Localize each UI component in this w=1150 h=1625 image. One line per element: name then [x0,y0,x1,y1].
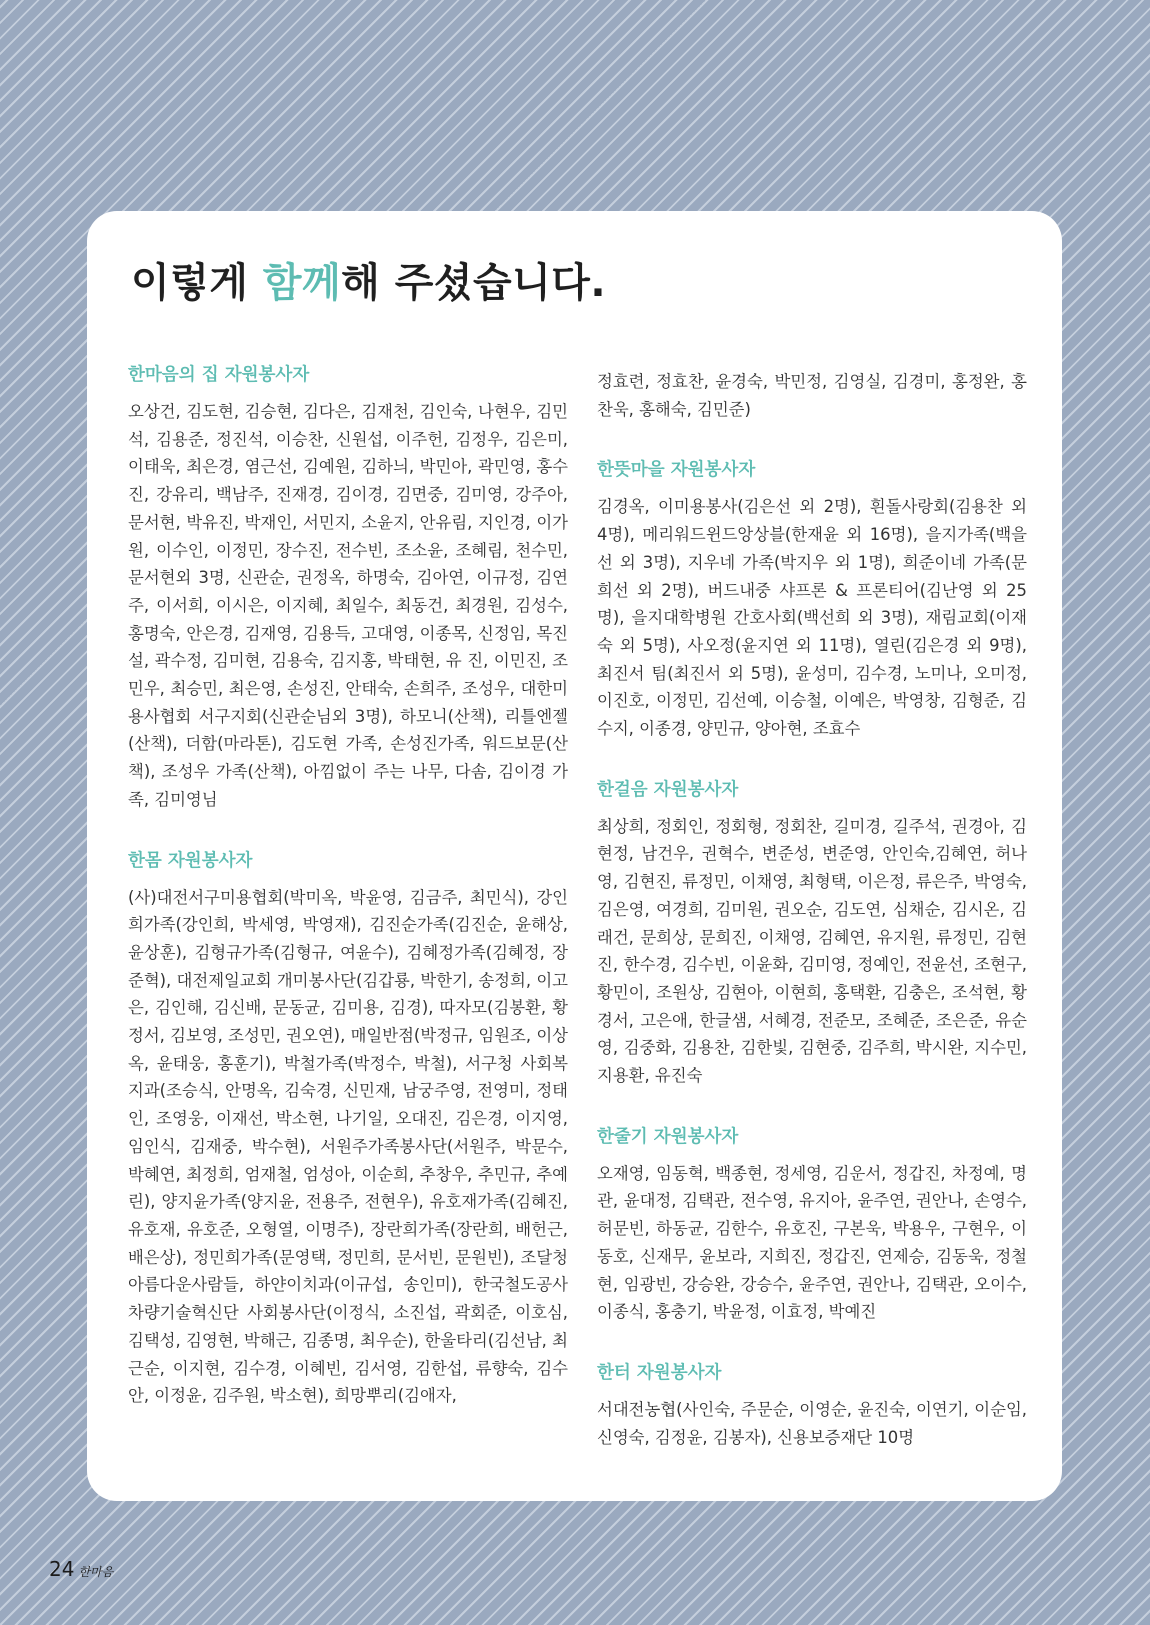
volunteer-names: (사)대전서구미용협회(박미옥, 박윤영, 김금주, 최민식), 강인희가족(강인희, 박세영, 박영재), 김진순가족(김진순, 윤해상, 윤상훈), 김형규가족(김형규, 여윤수), 김혜정가족(김혜정, 장준혁), 대전제일교회 개미봉사단(김갑룡, 박한기, 송정희, 이고은, 김인해, 김신배, 문동균, 김미용, 김경), 따자모(김봉환, 황정서, 김보영, 조성민, 권오연), 매일반점(박정규, 임원조, 이상옥, 윤태웅, 홍훈기), 박철가족(박정수, 박철), 서구청 사회복지과(조승식, 안명옥, 김숙경, 신민재, 남궁주영, 전영미, 정태인, 조영웅, 이재선, 박소현, 나기일, 오대진, 김은경, 이지영, 임인식, 김재중, 박수현), 서원주가족봉사단(서원주, 박문수, 박혜연, 최정희, 엄재철, 엄성아, 이순희, 추창우, 추민규, 추예린), 양지윤가족(양지윤, 전용주, 전현우), 유호재가족(김혜진, 유호재, 유호준, 오형열, 이명주), 장란희가족(장란희, 배헌근, 배은상), 정민희가족(문영택, 정민희, 문서빈, 문원빈), 조달청 아름다운사람들, 하얀이치과(이규섭, 송인미), 한국철도공사 차량기술혁신단 사회봉사단(이정식, 소진섭, 곽회준, 이호심, 김택성, 김영현, 박해근, 김종명, 최우순), 한울타리(김선남, 최근순, 이지현, 김수경, 이혜빈, 김서영, 김한섭, 류향숙, 김수안, 이정윤, 김주원, 박소현), 희망뿌리(김애자, [128,887,568,1406]
section-hanteo [597,1359,1027,1451]
right-column [597,368,1027,1484]
title-part2: 해 주셨습니다. [341,260,607,306]
section-title: 한몸 자원봉사자 [128,850,253,871]
section-title: 한터 자원봉사자 [597,1362,722,1383]
volunteer-names: 정효련, 정효찬, 윤경숙, 박민정, 김영실, 김경미, 홍정완, 홍찬욱, 홍해숙, 김민준) [597,372,1027,419]
left-column [128,361,568,1443]
page-title [131,251,606,308]
section-title: 한뜻마을 자원봉사자 [597,460,756,481]
section-hanmaeum-house [128,361,568,814]
section-hanmom [128,847,568,1410]
page-number: 24 [49,1557,75,1581]
section-title: 한줄기 자원봉사자 [597,1126,739,1147]
volunteer-names: 최상희, 정회인, 정회형, 정회찬, 길미경, 길주석, 권경아, 김현정, 남건우, 권혁수, 변준성, 변준영, 안인숙,김혜연, 허나영, 김현진, 류정민, 이채영, 최형택, 이은정, 류은주, 박영숙, 김은영, 여경희, 김미원, 권오순, 김도연, 심채순, 김시온, 김래건, 문희상, 문희진, 이채영, 김혜연, 유지원, 류정민, 김현진, 한수경, 김수빈, 이윤화, 김미영, 정예인, 전윤선, 조현구, 황민이, 조원상, 김현아, 이현희, 홍택환, 김충은, 조석현, 황경서, 고은애, 한글샘, 서혜경, 전준모, 조혜준, 조은준, 유순영, 김중화, 김용찬, 김한빛, 김현중, 김주희, 박시완, 지수민, 지용환, 유진숙 [597,816,1027,1086]
title-accent: 함께 [262,260,342,306]
volunteer-names: 서대전농협(사인숙, 주문순, 이영순, 윤진숙, 이연기, 이순임, 신영숙, 김정윤, 김봉자), 신용보증재단 10명 [597,1399,1027,1447]
volunteer-names: 오상건, 김도현, 김승현, 김다은, 김재천, 김인숙, 나현우, 김민석, 김용준, 정진석, 이승찬, 신원섭, 이주헌, 김정우, 김은미, 이태욱, 최은경, 염근선, 김예원, 김하늬, 박민아, 곽민영, 홍수진, 강유리, 백남주, 진재경, 김이경, 김면중, 김미영, 강주아, 문서현, 박유진, 박재인, 서민지, 소윤지, 안유림, 지인경, 이가원, 이수인, 이정민, 장수진, 전수빈, 조소윤, 조혜림, 천수민, 문서현외 3명, 신관순, 권정옥, 하명숙, 김아연, 이규정, 김연주, 이서희, 이시은, 이지혜, 최일수, 최동건, 최경원, 김성수, 홍명숙, 안은경, 김재영, 김용득, 고대영, 이종목, 신정임, 목진설, 곽수정, 김미현, 김용숙, 김지홍, 박태현, 유 진, 이민진, 조민우, 최승민, 최은영, 손성진, 안태숙, 손희주, 조성우, 대한미용사협회 서구지회(신관순님외 3명), 하모니(산책), 리틀엔젤(산책), 더함(마라톤), 김도현 가족, 손성진가족, 워드보문(산책), 조성우 가족(산책), 아낌없이 주는 나무, 다솜, 김이경 가족, 김미영님 [128,402,568,809]
section-title: 한마음의 집 자원봉사자 [128,365,310,385]
section-hantteut-village [597,456,1027,742]
volunteer-names: 김경옥, 이미용봉사(김은선 외 2명), 흰돌사랑회(김용찬 외 4명), 메리워드윈드앙상블(한재윤 외 16명), 을지가족(백을선 외 3명), 지우네 가족(박지우 외 1명), 희준이네 가족(문희선 외 2명), 버드내중 샤프론 & 프론티어(김난영 외 25명), 을지대학병원 간호사회(백선희 외 3명), 재림교회(이재숙 외 5명), 사오정(윤지연 외 11명), 열린(김은경 외 9명), 최진서 팀(최진서 외 5명), 윤성미, 김수경, 노미나, 오미정, 이진호, 이정민, 김선예, 이승철, 이예은, 박영창, 김형준, 김수지, 이종경, 양민규, 양아현, 조효수 [597,497,1027,739]
section-title: 한걸음 자원봉사자 [597,779,739,800]
section-hanmom-continued [597,368,1027,423]
magazine-logo: 한마음 [78,1565,114,1579]
section-hangeoleum [597,776,1027,1090]
section-hanjulgi [597,1123,1027,1326]
volunteer-names: 오재영, 임동혁, 백종현, 정세영, 김운서, 정갑진, 차정예, 명관, 윤대정, 김택관, 전수영, 유지아, 윤주연, 권안나, 손영수, 허문빈, 하동균, 김한수, 유호진, 구본욱, 박용우, 구현우, 이동호, 신재무, 윤보라, 지희진, 정갑진, 연제승, 김동욱, 정철현, 임광빈, 강승완, 강승수, 윤주연, 권안나, 김택관, 오이수, 이종식, 홍충기, 박윤정, 이효정, 박예진 [597,1163,1027,1322]
title-part1: 이렇게 [131,260,263,306]
content-card [87,211,1062,1501]
page-footer [49,1557,113,1581]
